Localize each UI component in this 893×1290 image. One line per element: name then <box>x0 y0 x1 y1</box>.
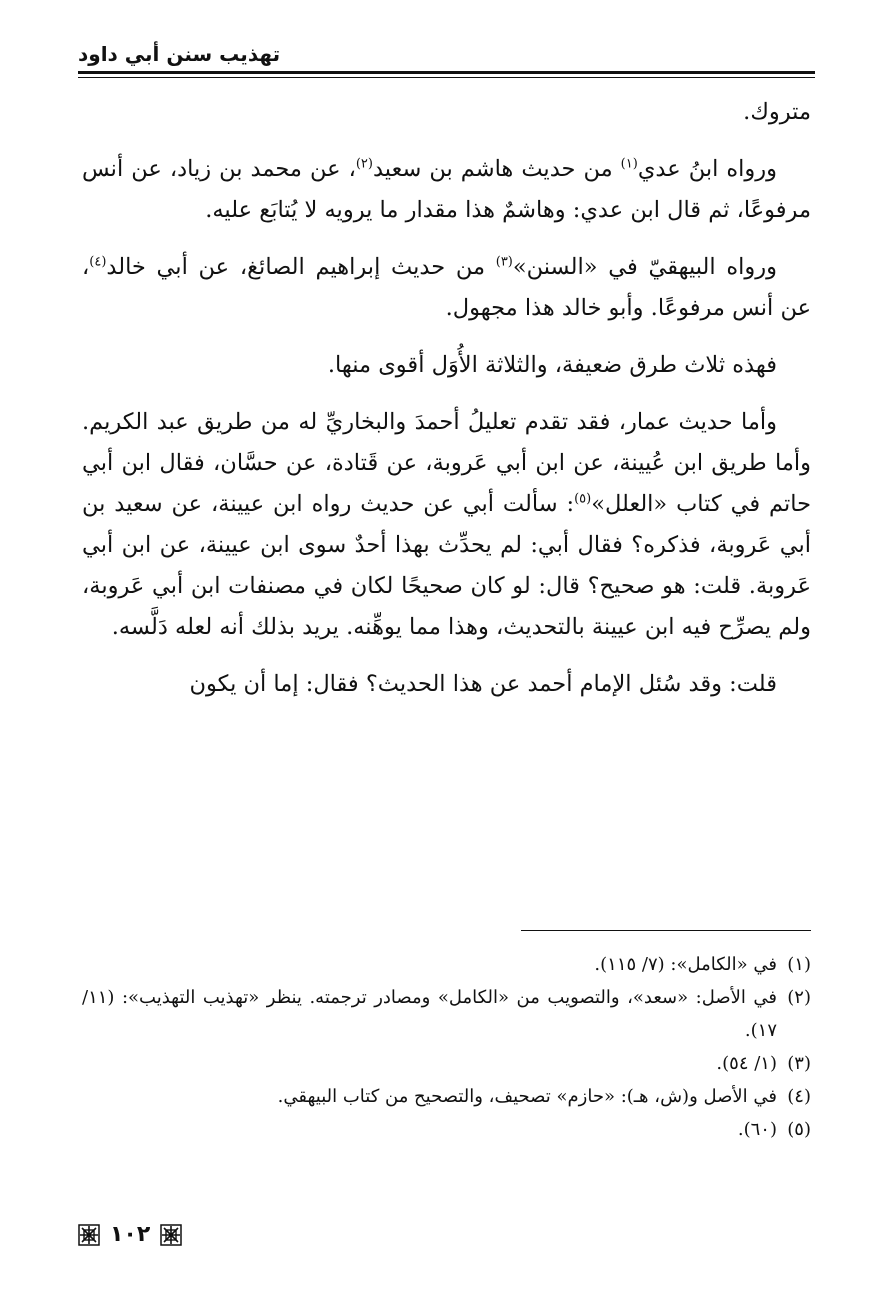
page-footer <box>78 1222 182 1247</box>
text-run: ، عن أنس مرفوعًا. وأبو خالد هذا مجهول. <box>82 254 811 321</box>
knot-ornament-icon <box>160 1224 182 1246</box>
footnote-separator <box>521 930 811 931</box>
paragraph <box>82 149 811 231</box>
footnote-marker[interactable]: (٣) <box>495 254 513 270</box>
footnote-number: (٢) <box>787 987 811 1008</box>
footnote-marker[interactable]: (٤) <box>89 254 107 270</box>
footnote-text: في الأصل و(ش، هـ): «حازم» تصحيف، والتصحيح من كتاب البيهقي. <box>277 1086 777 1107</box>
footnote-marker[interactable]: (١) <box>620 156 638 172</box>
footnote-text: (٦٠). <box>737 1119 777 1140</box>
paragraph <box>82 402 811 648</box>
text-run: من حديث إبراهيم الصائغ، عن أبي خالد <box>106 254 496 280</box>
footnote <box>82 948 811 981</box>
main-text <box>82 92 811 721</box>
footnote <box>82 1047 811 1080</box>
header-rule-thick <box>78 71 815 74</box>
running-title: تهذيب سنن أبي داود <box>78 42 281 66</box>
page-number: ١٠٢ <box>110 1222 151 1247</box>
footnote-number: (١) <box>787 954 811 975</box>
footnotes <box>82 948 811 1146</box>
text-run: : سألت أبي عن حديث رواه ابن عيينة، عن سعيد بن أبي عَروبة، فذكره؟ فقال أبي: لم يحدِّث بهذا أحدٌ سوى ابن عيينة، عن ابن أبي عَروبة. قلت: هو صحيح؟ قال: لو كان صحيحًا لكان في مصنفات ابن أبي عَروبة، ولم يصرِّح فيه ابن عيينة بالتحديث، وهذا مما يوهِّنه. يريد بذلك أنه لعله دَلَّسه. <box>82 491 811 640</box>
text-run: متروك. <box>743 99 811 125</box>
header-rule-thin <box>78 77 815 78</box>
text-run: وأما حديث عمار، فقد تقدم تعليلُ أحمدَ والبخاريِّ له من طريق عبد الكريم. وأما طريق ابن عُيينة، عن ابن أبي عَروبة، عن قَتادة، عن حسَّان، فقال ابن أبي حاتم في كتاب «العلل» <box>82 409 811 517</box>
text-run: قلت: وقد سُئل الإمام أحمد عن هذا الحديث؟ فقال: إما أن يكون <box>189 671 777 697</box>
footnote <box>82 981 811 1047</box>
page-header <box>78 34 815 78</box>
text-run: ورواه ابنُ عدي <box>637 156 778 182</box>
footnote-number: (٥) <box>787 1119 811 1140</box>
footnote-marker[interactable]: (٢) <box>355 156 373 172</box>
footnote-text: في «الكامل»: (٧/ ١١٥). <box>594 954 777 975</box>
text-run: ، عن محمد بن زياد، عن أنس مرفوعًا، ثم قال ابن عدي: وهاشمٌ هذا مقدار ما يرويه لا يُتابَع عليه. <box>82 156 811 223</box>
footnote <box>82 1113 811 1146</box>
footnote-number: (٤) <box>787 1086 811 1107</box>
text-run: ورواه البيهقيّ في «السنن» <box>512 254 777 280</box>
paragraph <box>82 247 811 329</box>
knot-ornament-icon <box>78 1224 100 1246</box>
text-run: من حديث هاشم بن سعيد <box>372 156 621 182</box>
footnote-number: (٣) <box>787 1053 811 1074</box>
paragraph <box>82 92 811 133</box>
paragraph <box>82 345 811 386</box>
footnote-text: (١/ ٥٤). <box>716 1053 777 1074</box>
footnote-text: في الأصل: «سعد»، والتصويب من «الكامل» ومصادر ترجمته. ينظر «تهذيب التهذيب»: (١١/ ١٧). <box>82 987 777 1041</box>
text-run: فهذه ثلاث طرق ضعيفة، والثلاثة الأُوَل أقوى منها. <box>327 352 777 378</box>
footnote <box>82 1080 811 1113</box>
footnote-marker[interactable]: (٥) <box>574 491 592 507</box>
paragraph <box>82 664 811 705</box>
